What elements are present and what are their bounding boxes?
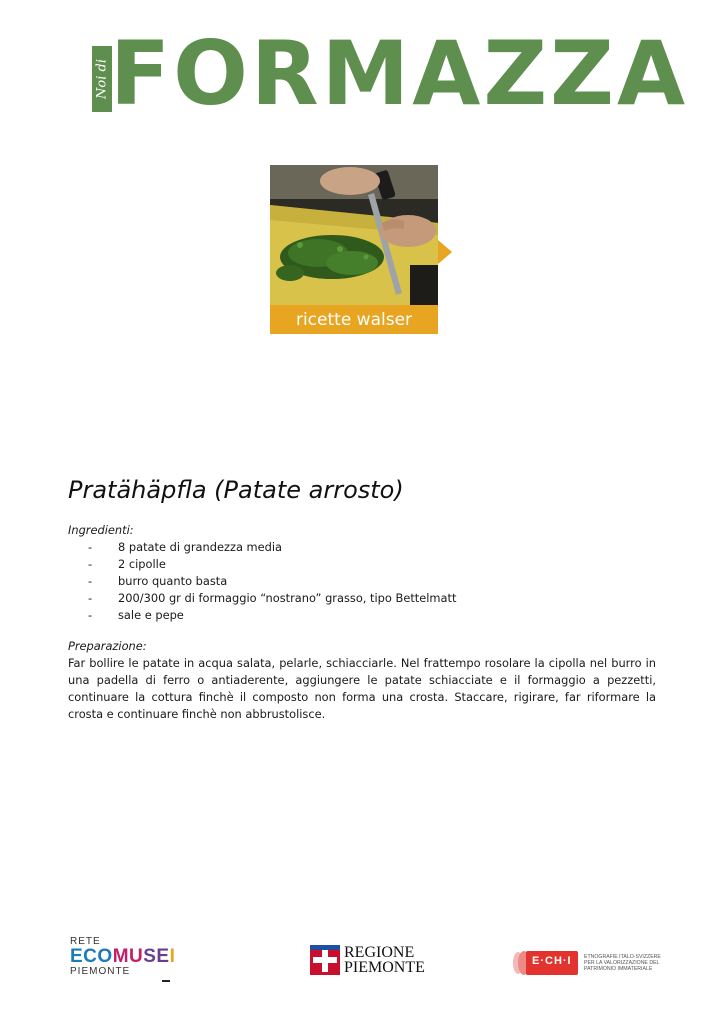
- ecomusei-name-part: ECO: [70, 946, 113, 967]
- ingredient-item: [88, 607, 656, 624]
- bullet-dash: -: [88, 557, 93, 571]
- ecomusei-region: PIEMONTE: [70, 966, 131, 977]
- regione-piemonte-logo: [309, 944, 425, 976]
- noi-di-tag: [92, 46, 112, 112]
- photo-illustration: [270, 165, 438, 305]
- recipe-title: Pratähäpfla (Patate arrosto): [68, 476, 404, 504]
- echi-logo-text: E·CH·I: [532, 955, 572, 967]
- ingredient-item: [88, 573, 656, 590]
- echi-mark: [512, 950, 578, 976]
- recipe-banner: [270, 165, 454, 335]
- regione-line1: REGIONE: [344, 944, 415, 961]
- ecomusei-underline: [162, 980, 170, 982]
- masthead-title: FORMAZZA: [110, 22, 689, 125]
- ingredient-text: 2 cipolle: [118, 557, 166, 571]
- ingredient-item: [88, 539, 656, 556]
- ecomusei-name-part: SE: [143, 946, 170, 967]
- noi-di-text: Noi di: [94, 59, 110, 99]
- preparation-label: Preparazione:: [68, 639, 147, 653]
- chopping-herbs-photo: [270, 165, 438, 305]
- bullet-dash: -: [88, 540, 93, 554]
- ingredient-text: sale e pepe: [118, 608, 184, 622]
- masthead: [92, 22, 689, 125]
- recipe-body: [68, 522, 656, 723]
- ingredient-text: burro quanto basta: [118, 574, 228, 588]
- regione-text: [344, 945, 425, 975]
- echi-logo: [512, 950, 664, 976]
- regione-line2: PIEMONTE: [344, 959, 425, 976]
- echi-description: ETNOGRAFIE ITALO-SVIZZERE PER LA VALORIZZAZIONE DEL PATRIMONIO IMMATERIALE: [584, 954, 661, 972]
- ingredient-text: 8 patate di grandezza media: [118, 540, 283, 554]
- ecomusei-name: [70, 946, 175, 968]
- banner-arrow-icon: [438, 240, 452, 264]
- ingredient-item: [88, 556, 656, 573]
- banner-label: ricette walser: [270, 305, 438, 334]
- bullet-dash: -: [88, 608, 93, 622]
- ecomusei-name-part: I: [169, 946, 176, 967]
- ingredient-item: [88, 590, 656, 607]
- preparation-text: Far bollire le patate in acqua salata, pelarle, schiacciarle. Nel frattempo rosolare la cipolla nel burro in una padella di ferro o antiaderente, aggiungere le patate schiacciate e il formaggio a pezzetti, continuare la cottura finchè il composto non forma una crosta. Staccare, rigirare, far riformare la crosta e continuare finchè non abbrustolisce.: [68, 656, 656, 721]
- bullet-dash: -: [88, 574, 93, 588]
- footer-logos: [0, 930, 724, 990]
- ingredient-text: 200/300 gr di formaggio “nostrano” grasso, tipo Bettelmatt: [118, 591, 457, 605]
- regione-shield-icon: [309, 944, 341, 976]
- ecomusei-name-part: MU: [112, 946, 144, 967]
- ingredients-list: [68, 539, 656, 624]
- ecomusei-logo: [70, 936, 175, 977]
- bullet-dash: -: [88, 591, 93, 605]
- ecomusei-rete: RETE: [70, 936, 101, 947]
- ingredients-label: Ingredienti:: [68, 523, 134, 537]
